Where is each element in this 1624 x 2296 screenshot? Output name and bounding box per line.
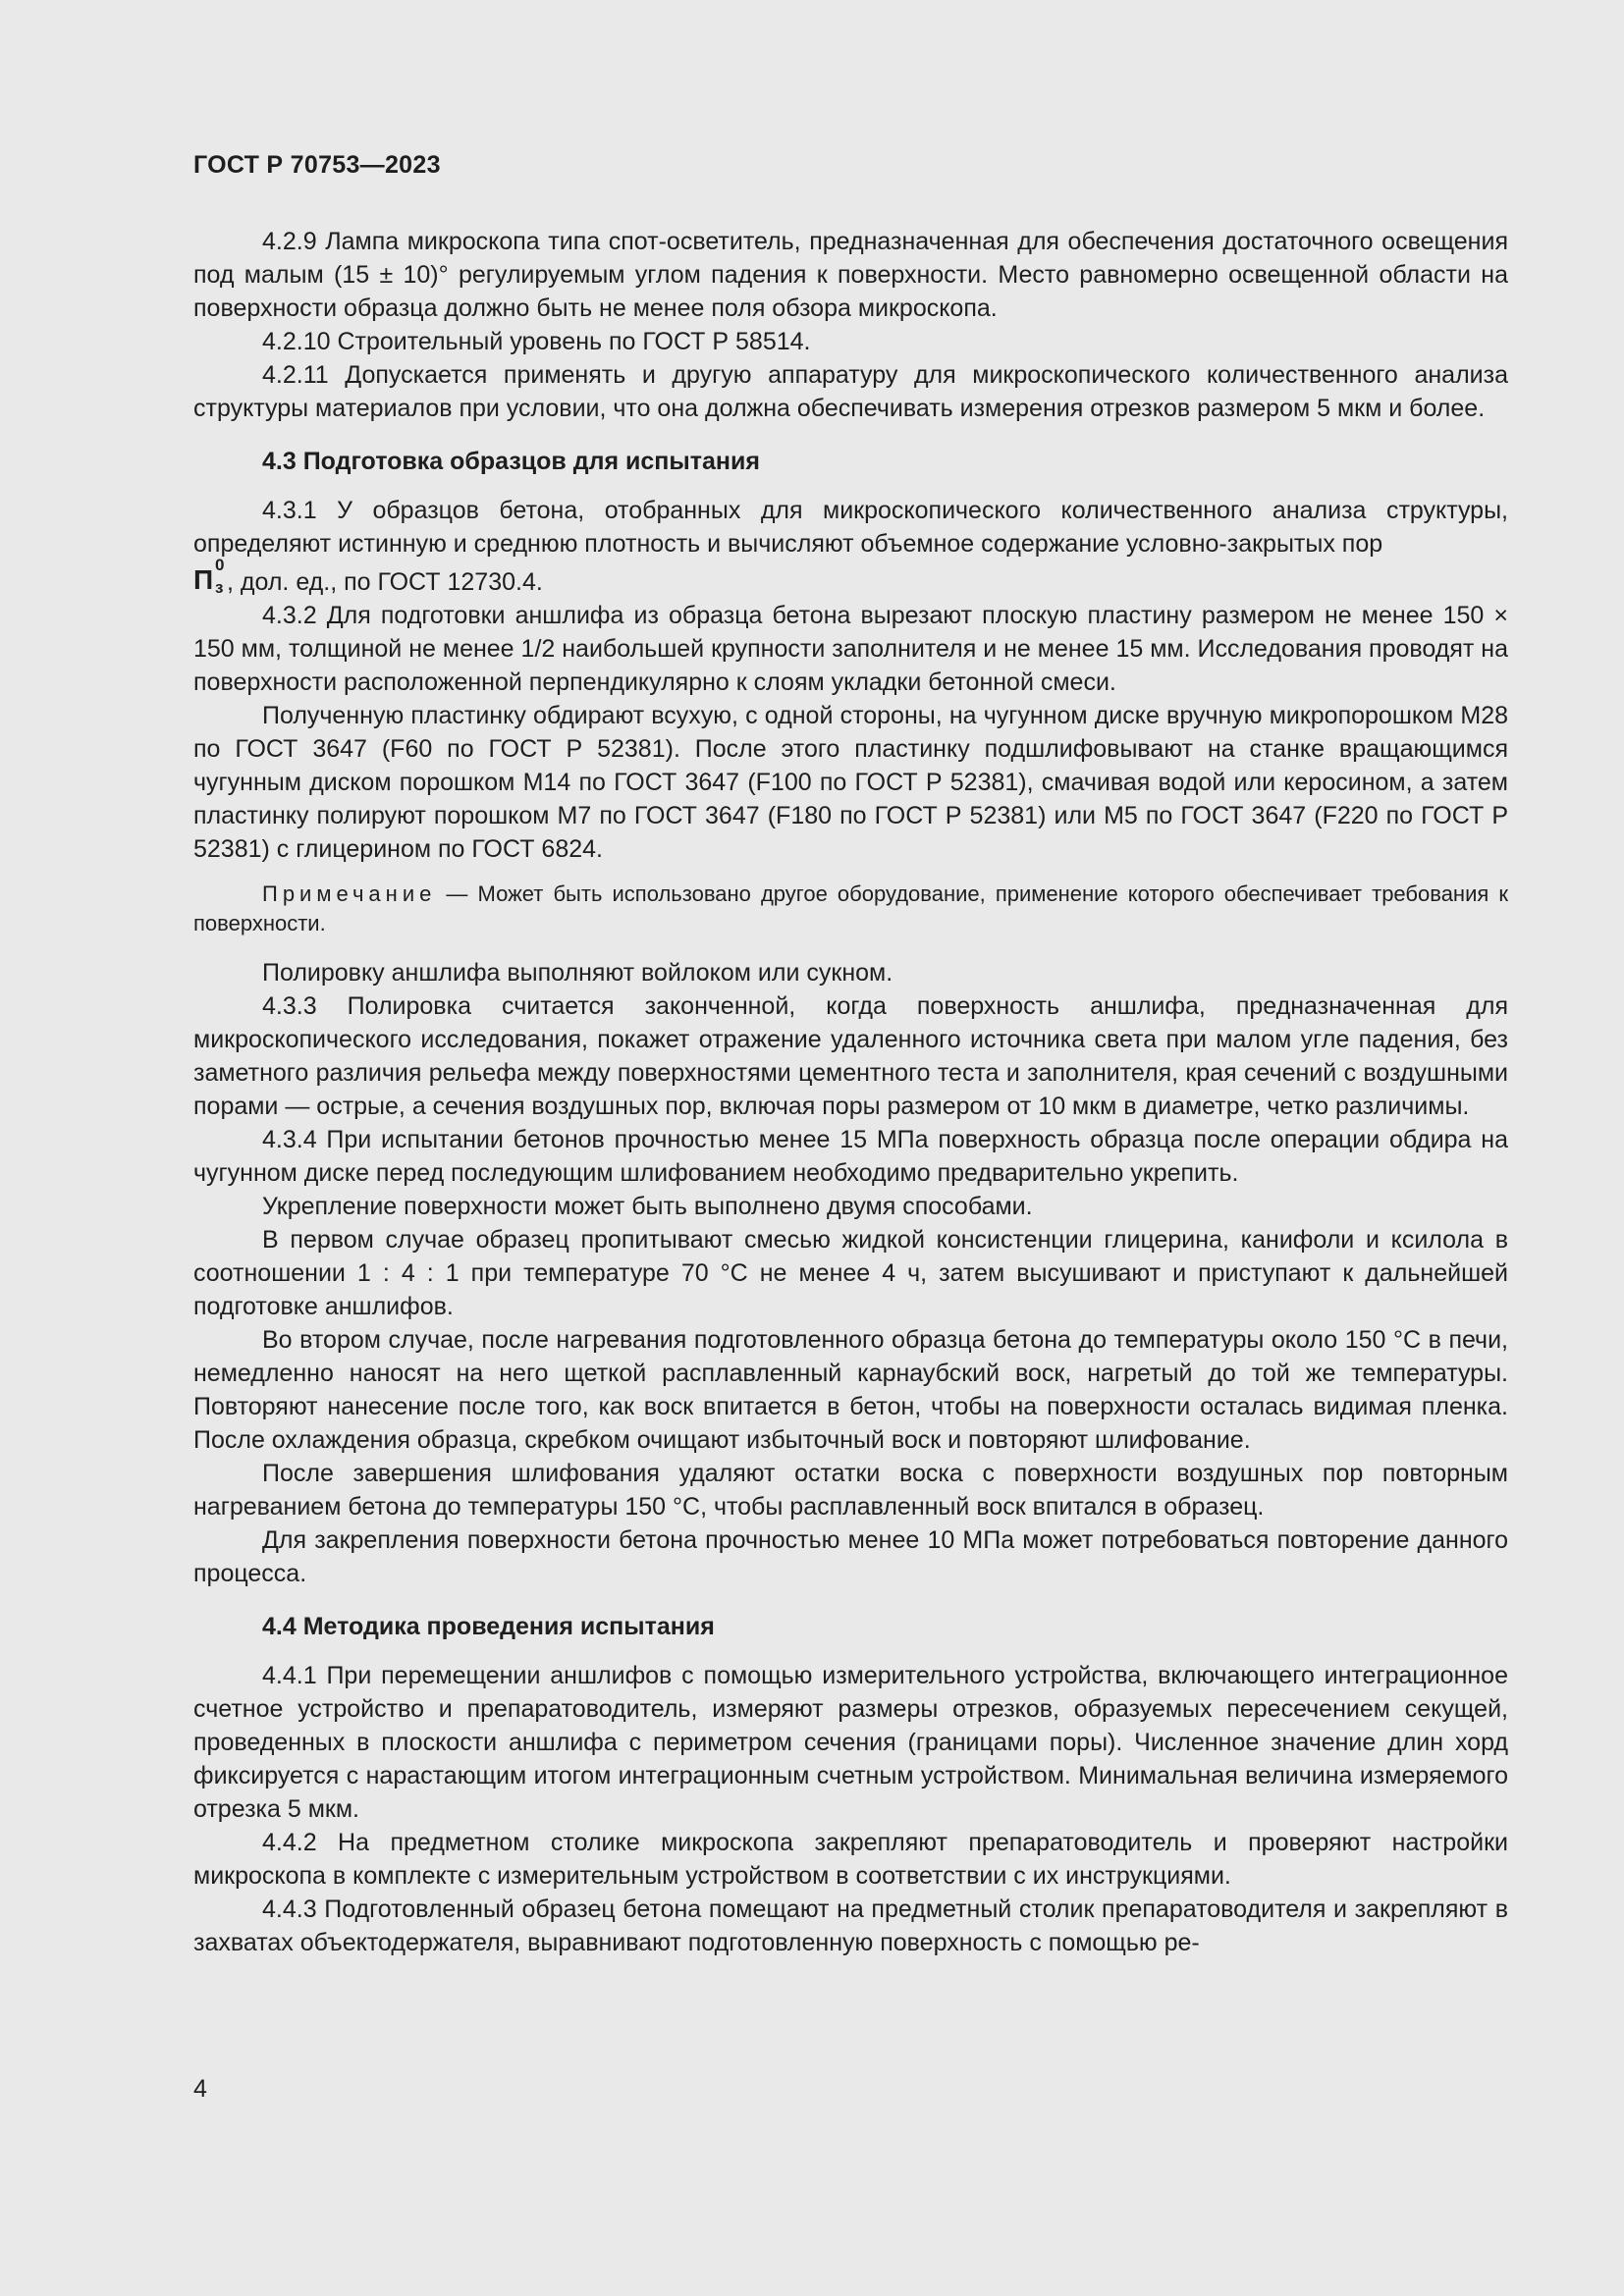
paragraph-4-3-1: 4.3.1 У образцов бетона, отобранных для микроскопического количественного анализа структуры, определяют истинную и среднюю плотность и вычисляют объемное содержание условно-закрытых пор [193,497,1508,558]
paragraph-4-3-4: 4.3.4 При испытании бетонов прочностью менее 15 МПа поверхность образца после операции обдира на чугунном диске перед последующим шлифованием необходимо предварительно укрепить. [193,1126,1508,1187]
paragraph-wax-removal: После завершения шлифования удаляют остатки воска с поверхности воздушных пор повторным нагреванием бетона до температуры 150 °С, чтобы расплавленный воск впитался в образец. [193,1460,1508,1521]
paragraph-4-4-3: 4.4.3 Подготовленный образец бетона помещают на предметный столик препаратоводителя и закрепляют в захватах объектодержателя, выравнивают подготовленную поверхность с помощью ре- [193,1896,1508,1956]
symbol-base: П [193,564,214,595]
paragraph-4-2-9: 4.2.9 Лампа микроскопа типа спот-осветитель, предназначенная для обеспечения достаточного освещения под малым (15 ± 10)° регулируемым углом падения к поверхности. Место равномерно освещенной области на поверхности образца должно быть не менее поля обзора микроскопа. [193,228,1508,322]
symbol-superscript: 0 [215,556,225,574]
paragraph-repeat-process: Для закрепления поверхности бетона прочностью менее 10 МПа может потребоваться повторение данного процесса. [193,1526,1508,1587]
section-heading-4-4: 4.4 Методика проведения испытания [262,1613,715,1640]
paragraph-plate-grinding: Полученную пластинку обдирают всухую, с одной стороны, на чугунном диске вручную микропорошком М28 по ГОСТ 3647 (F60 по ГОСТ Р 52381). После этого пластинку подшлифовывают на станке вращающимся чугунным диском порошком М14 по ГОСТ 3647 (F100 по ГОСТ Р 52381), смачивая водой или керосином, а затем пластинку полируют порошком М7 по ГОСТ 3647 (F180 по ГОСТ Р 52381) или М5 по ГОСТ 3647 (F220 по ГОСТ Р 52381) с глицерином по ГОСТ 6824. [193,702,1508,863]
note-label: Примечание [262,881,437,906]
paragraph-4-3-2: 4.3.2 Для подготовки аншлифа из образца бетона вырезают плоскую пластину размером не менее 150 × 150 мм, толщиной не менее 1/2 наибольшей крупности заполнителя и не менее 15 мм. Исследования проводят на поверхности расположенной перпендикулярно к слоям укладки бетонной смеси. [193,602,1508,696]
section-heading-4-3: 4.3 Подготовка образцов для испытания [262,448,760,475]
paragraph-4-4-2: 4.4.2 На предметном столике микроскопа закрепляют препаратоводитель и проверяют настройки микроскопа в комплекте с измерительным устройством в соответствии с их инструкциями. [193,1829,1508,1890]
paragraph-polishing: Полировку аншлифа выполняют войлоком или сукном. [262,959,893,987]
note [193,880,1508,938]
paragraph-4-4-1: 4.4.1 При перемещении аншлифов с помощью измерительного устройства, включающего интеграционное счетное устройство и препаратоводитель, измеряют размеры отрезков, образуемых пересечением секущей, проведенных в плоскости аншлифа с периметром сечения (границами поры). Численное значение длин хорд фиксируется с нарастающим итогом интеграционным счетным устройством. Минимальная величина измеряемого отрезка 5 мкм. [193,1662,1508,1823]
paragraph-second-method: Во втором случае, после нагревания подготовленного образца бетона до температуры около 150 °С в печи, немедленно наносят на него щеткой расплавленный карнаубский воск, нагретый до той же температуры. Повторяют нанесение после того, как воск впитается в бетон, чтобы на поверхности осталась видимая пленка. После охлаждения образца, скребком очищают избыточный воск и повторяют шлифование. [193,1326,1508,1454]
paragraph-4-3-1-tail: , дол. ед., по ГОСТ 12730.4. [227,568,543,596]
paragraph-4-2-10: 4.2.10 Строительный уровень по ГОСТ Р 58514. [262,328,811,355]
paragraph-4-3-1-continued [193,556,1508,599]
document-header: ГОСТ Р 70753—2023 [193,151,441,179]
paragraph-strengthening: Укрепление поверхности может быть выполнено двумя способами. [262,1193,1033,1220]
pore-volume-symbol [193,556,227,597]
paragraph-4-2-11: 4.2.11 Допускается применять и другую аппаратуру для микроскопического количественного анализа структуры материалов при условии, что она должна обеспечивать измерения отрезков размером 5 мкм и более. [193,361,1508,422]
symbol-subscript: з [215,578,224,597]
document-body [193,225,1508,1959]
note-text: — Может быть использовано другое оборудование, применение которого обеспечивает требования к поверхности. [193,881,1508,935]
page-number: 4 [193,2075,207,2103]
paragraph-first-method: В первом случае образец пропитывают смесью жидкой консистенции глицерина, канифоли и ксилола в соотношении 1 : 4 : 1 при температуре 70 °С не менее 4 ч, затем высушивают и приступают к дальнейшей подготовке аншлифов. [193,1226,1508,1320]
paragraph-4-3-3: 4.3.3 Полировка считается законченной, когда поверхность аншлифа, предназначенная для микроскопического исследования, покажет отражение удаленного источника света при малом угле падения, без заметного различия рельефа между поверхностями цементного теста и заполнителя, края сечений с воздушными порами — острые, а сечения воздушных пор, включая поры размером от 10 мкм в диаметре, четко различимы. [193,992,1508,1120]
